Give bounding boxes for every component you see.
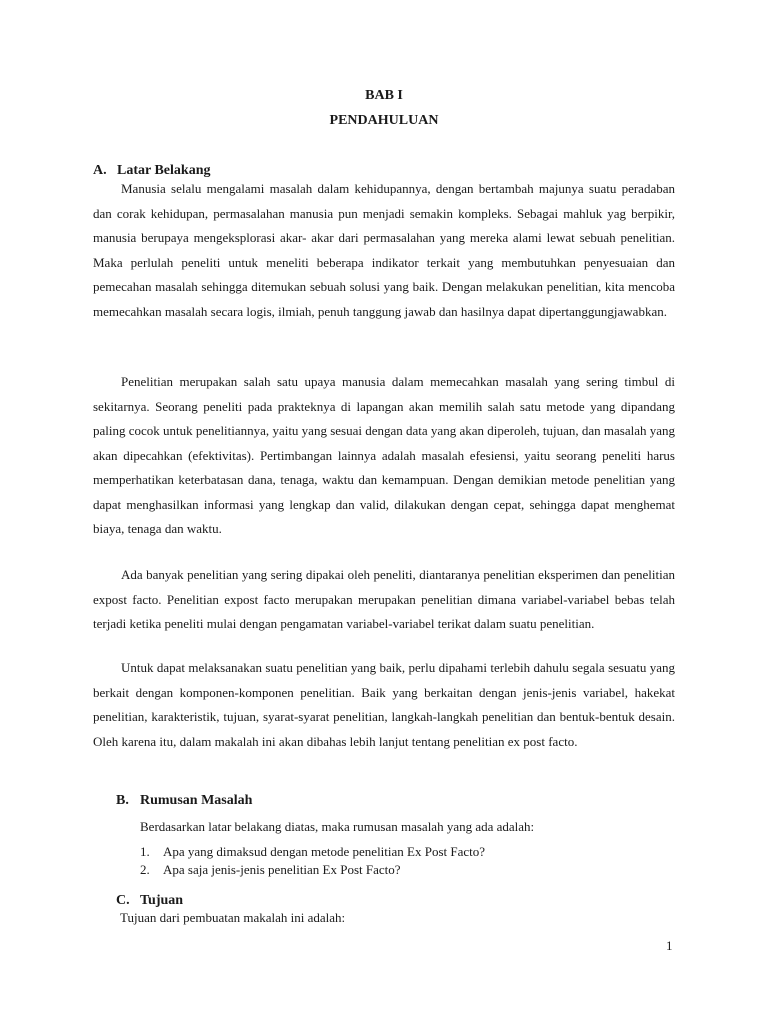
- section-b-intro: Berdasarkan latar belakang diatas, maka rumusan masalah yang ada adalah:: [140, 819, 535, 834]
- paragraph-3: Ada banyak penelitian yang sering dipakai oleh peneliti, diantaranya penelitian eksperimen dan penelitian expost facto. Penelitian expost facto merupakan merupakan penelitian dimana variabel-variabel bebas telah terjadi ketika peneliti mulai dengan pengamatan variabel-variabel terikat dalam suatu penelitian.: [93, 567, 675, 631]
- list-item: 1. Apa yang dimaksud dengan metode penelitian Ex Post Facto?: [140, 844, 486, 859]
- section-c-heading: [116, 893, 183, 909]
- paragraph-2: Penelitian merupakan salah satu upaya manusia dalam memecahkan masalah yang sering timbul di sekitarnya. Seorang peneliti pada prakteknya di lapangan akan memilih salah satu metode yang dipandang paling cocok untuk penelitiannya, yaitu yang sesuai dengan data yang akan diperoleh, tujuan, dan masalah yang akan dipecahkan (efektivitas). Pertimbangan lainnya adalah masalah efesiensi, yaitu seorang peneliti harus memperhatikan keterbatasan dana, tenaga, waktu dan kemampuan. Dengan demikian metode penelitian yang dapat menghasilkan informasi yang lengkap dan valid, dilakukan dengan cepat, sehingga dapat menghemat biaya, tenaga dan waktu.: [93, 374, 675, 536]
- research-questions-list: [140, 843, 485, 879]
- paragraph-1: Manusia selalu mengalami masalah dalam kehidupannya, dengan bertambah majunya suatu peradaban dan corak kehidupan, permasalahan manusia pun menjadi semakin kompleks. Sebagai mahluk yag berpikir, manusia berupaya mengeksplorasi akar- akar dari permasalahan yang mereka alami lewat sebuah penelitian. Maka perlulah peneliti untuk meneliti beberapa indikator terkait yang membutuhkan penyesuaian dan pemecahan masalah sehingga ditemukan sebuah solusi yang baik. Dengan melakukan penelitian, kita mencoba memecahkan masalah secara logis, ilmiah, penuh tanggung jawab dan hasilnya dapat dipertanggungjawabkan.: [93, 181, 675, 319]
- chapter-number: BAB I: [365, 88, 403, 103]
- section-b-label: B.: [116, 793, 129, 808]
- page-number: 1: [666, 938, 673, 953]
- chapter-title: PENDAHULUAN: [329, 113, 439, 128]
- section-c-intro: Tujuan dari pembuatan makalah ini adalah:: [120, 910, 346, 925]
- section-b-heading: [116, 793, 252, 809]
- paragraph-4: Untuk dapat melaksanakan suatu penelitian yang baik, perlu dipahami terlebih dahulu segala sesuatu yang berkait dengan komponen-komponen penelitian. Baik yang berkaitan dengan jenis-jenis variabel, hakekat penelitian, karakteristik, tujuan, syarat-syarat penelitian, langkah-langkah penelitian dan bentuk-bentuk desain. Oleh karena itu, dalam makalah ini akan dibahas lebih lanjut tentang penelitian ex post facto.: [93, 660, 675, 749]
- section-b-title: Rumusan Masalah: [140, 793, 253, 808]
- section-c-title: Tujuan: [140, 893, 184, 908]
- section-a-label: A.: [93, 163, 107, 178]
- list-item: 2. Apa saja jenis-jenis penelitian Ex Post Facto?: [140, 862, 401, 877]
- section-c-label: C.: [116, 893, 130, 908]
- section-a-title: Latar Belakang: [117, 163, 211, 178]
